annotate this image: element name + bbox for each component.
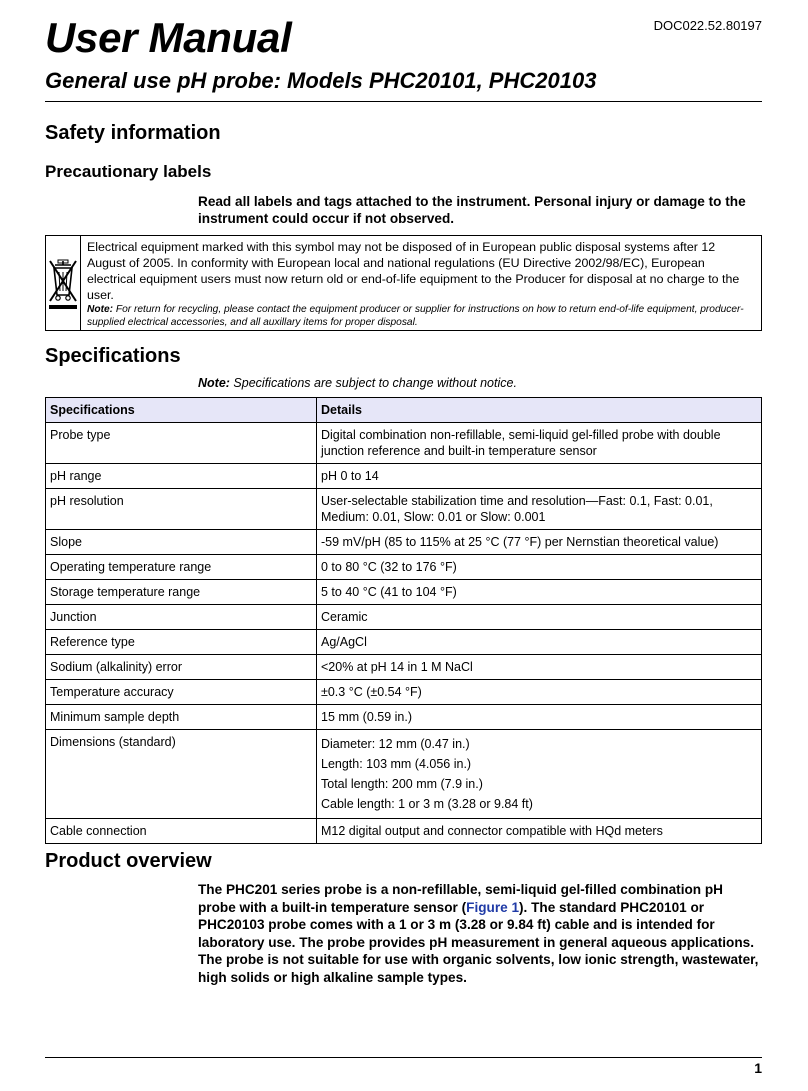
detail-cell: ±0.3 °C (±0.54 °F) (317, 680, 762, 705)
page-subtitle: General use pH probe: Models PHC20101, PHC20103 (45, 68, 597, 93)
table-row (46, 819, 762, 844)
table-row (46, 580, 762, 605)
spec-cell: Operating temperature range (46, 555, 317, 580)
spec-cell: pH resolution (46, 489, 317, 530)
specifications-note (198, 376, 517, 390)
table-row (46, 605, 762, 630)
detail-cell: 15 mm (0.59 in.) (317, 705, 762, 730)
table-row (46, 705, 762, 730)
overview-text-after: ). The standard PHC20101 or PHC20103 probe comes with a 1 or 3 m (3.28 or 9.84 ft) cable and is intended for laboratory use. The probe provides pH measurement in general aqueous applications. The probe is not suitable for use with organic solvents, low ionic strength, wastewater, high solids or high alkaline sample types. (198, 899, 759, 985)
spec-note-label: Note: (198, 376, 230, 390)
specifications-heading: Specifications (45, 345, 181, 367)
page-title: User Manual (45, 14, 292, 61)
weee-note (87, 303, 755, 329)
spec-cell: pH range (46, 464, 317, 489)
safety-heading: Safety information (45, 122, 221, 144)
weee-icon-cell (46, 236, 81, 330)
table-row (46, 730, 762, 819)
table-header-row (46, 398, 762, 423)
spec-cell: Junction (46, 605, 317, 630)
weee-note-text: For return for recycling, please contact the equipment producer or supplier for instructions on how to return end-of-life equipment, producer-supplied electrical accessories, and all auxillary items for proper disposal. (87, 304, 744, 328)
specifications-table (45, 397, 762, 844)
table-row (46, 680, 762, 705)
detail-cell: pH 0 to 14 (317, 464, 762, 489)
detail-cell: Ag/AgCl (317, 630, 762, 655)
spec-cell: Slope (46, 530, 317, 555)
spec-cell: Temperature accuracy (46, 680, 317, 705)
title-divider (45, 101, 762, 102)
product-overview-heading: Product overview (45, 850, 212, 872)
precautionary-heading: Precautionary labels (45, 162, 212, 181)
weee-body: Electrical equipment marked with this symbol may not be disposed of in European public disposal systems after 12 August of 2005. In conformity with European local and national regulations (EU Directive 2002/98/EC), European electrical equipment users must now return old or end-of-life equipment to the Producer for disposal at no charge to the user. (87, 240, 740, 302)
detail-cell: 0 to 80 °C (32 to 176 °F) (317, 555, 762, 580)
weee-note-label: Note: (87, 304, 114, 315)
detail-cell: Ceramic (317, 605, 762, 630)
table-row (46, 464, 762, 489)
crossed-out-wheelie-bin-icon (46, 255, 80, 311)
spec-cell: Reference type (46, 630, 317, 655)
table-row (46, 489, 762, 530)
table-row (46, 630, 762, 655)
detail-cell (317, 730, 762, 819)
spec-cell: Storage temperature range (46, 580, 317, 605)
detail-cell: -59 mV/pH (85 to 115% at 25 °C (77 °F) per Nernstian theoretical value) (317, 530, 762, 555)
column-header-details: Details (317, 398, 762, 423)
table-row (46, 423, 762, 464)
dimension-line: Cable length: 1 or 3 m (3.28 or 9.84 ft) (321, 797, 533, 811)
detail-cell: Digital combination non-refillable, semi-liquid gel-filled probe with double junction reference and built-in temperature sensor (317, 423, 762, 464)
dimension-line: Total length: 200 mm (7.9 in.) (321, 777, 483, 791)
detail-cell: User-selectable stabilization time and resolution—Fast: 0.1, Fast: 0.01, Medium: 0.01, Slow: 0.01 or Slow: 0.001 (317, 489, 762, 530)
detail-cell: <20% at pH 14 in 1 M NaCl (317, 655, 762, 680)
dimension-line: Diameter: 12 mm (0.47 in.) (321, 737, 470, 751)
spec-cell: Probe type (46, 423, 317, 464)
page-number: 1 (754, 1060, 762, 1076)
figure-1-link[interactable]: Figure 1 (466, 899, 520, 915)
spec-cell: Sodium (alkalinity) error (46, 655, 317, 680)
spec-cell: Cable connection (46, 819, 317, 844)
weee-notice-box (45, 235, 762, 331)
detail-cell: M12 digital output and connector compatible with HQd meters (317, 819, 762, 844)
spec-cell: Minimum sample depth (46, 705, 317, 730)
spec-cell: Dimensions (standard) (46, 730, 317, 819)
table-row (46, 655, 762, 680)
detail-cell: 5 to 40 °C (41 to 104 °F) (317, 580, 762, 605)
dimension-line: Length: 103 mm (4.056 in.) (321, 757, 472, 771)
doc-number: DOC022.52.80197 (653, 18, 762, 33)
table-row (46, 530, 762, 555)
column-header-spec: Specifications (46, 398, 317, 423)
footer-divider (45, 1057, 762, 1058)
weee-notice-text (81, 236, 761, 330)
product-overview-text (198, 881, 764, 986)
caution-text: Read all labels and tags attached to the instrument. Personal injury or damage to the instrument could occur if not observed. (198, 194, 746, 226)
overview-text-before: The PHC201 series probe is a non-refillable, semi-liquid gel-filled combination pH probe with a built-in temperature sensor ( (198, 882, 723, 915)
spec-note-text: Specifications are subject to change without notice. (229, 376, 517, 390)
table-row (46, 555, 762, 580)
